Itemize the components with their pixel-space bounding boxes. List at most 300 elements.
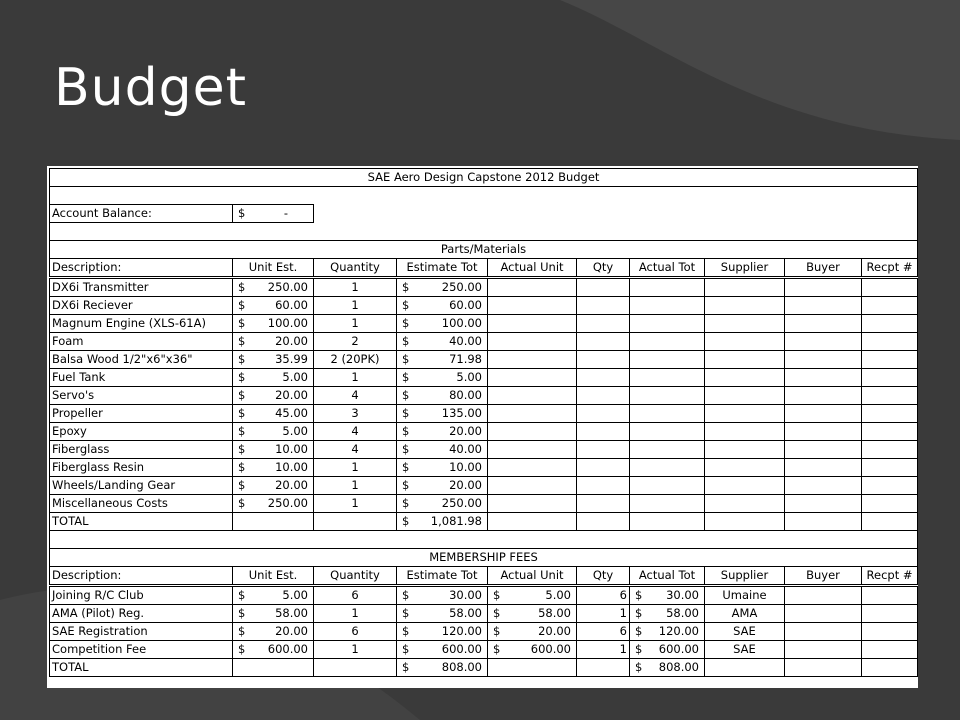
amount: 35.99: [275, 352, 308, 366]
amount: 60.00: [449, 298, 482, 312]
supplier-cell[interactable]: [705, 387, 785, 405]
estimate-tot-cell[interactable]: [397, 369, 488, 387]
actual-tot-cell[interactable]: [630, 387, 705, 405]
unit-est-cell[interactable]: [233, 441, 314, 459]
description-cell[interactable]: Fiberglass: [50, 441, 233, 459]
currency-symbol: $: [238, 298, 246, 312]
total-receipt-cell[interactable]: [862, 659, 918, 677]
amount: 20.00: [538, 624, 571, 638]
actual-unit-cell[interactable]: [488, 351, 577, 369]
amount: 600.00: [441, 642, 482, 656]
parts-header-7[interactable]: Supplier: [705, 259, 785, 278]
total-supplier-cell[interactable]: [705, 659, 785, 677]
quantity-cell[interactable]: 6: [314, 623, 397, 641]
supplier-cell[interactable]: [705, 423, 785, 441]
currency-symbol: $: [402, 660, 410, 674]
currency-symbol: $: [402, 606, 410, 620]
receipt-cell[interactable]: [862, 315, 918, 333]
receipt-cell[interactable]: [862, 387, 918, 405]
buyer-cell[interactable]: [785, 641, 862, 659]
currency-symbol: $: [238, 624, 246, 638]
total-estimate-cell[interactable]: [397, 513, 488, 531]
buyer-cell[interactable]: [785, 495, 862, 513]
sheet-title-row: [50, 169, 918, 187]
receipt-cell[interactable]: [862, 423, 918, 441]
supplier-cell[interactable]: [705, 351, 785, 369]
actual-qty-cell[interactable]: [577, 278, 630, 297]
estimate-tot-cell[interactable]: [397, 623, 488, 641]
actual-qty-cell[interactable]: [577, 351, 630, 369]
amount: 1,081.98: [430, 514, 482, 528]
actual-unit-cell[interactable]: [488, 369, 577, 387]
parts-header-4[interactable]: Actual Unit: [488, 259, 577, 278]
amount: 250.00: [267, 496, 308, 510]
parts-total-row: [50, 513, 918, 531]
unit-est-cell[interactable]: [233, 623, 314, 641]
actual-tot-cell[interactable]: [630, 441, 705, 459]
actual-unit-cell[interactable]: [488, 315, 577, 333]
unit-est-cell[interactable]: [233, 495, 314, 513]
actual-qty-cell[interactable]: 6: [577, 623, 630, 641]
actual-unit-cell[interactable]: [488, 333, 577, 351]
currency-symbol: $: [238, 370, 246, 384]
buyer-cell[interactable]: [785, 459, 862, 477]
amount: 71.98: [449, 352, 482, 366]
actual-tot-cell[interactable]: [630, 405, 705, 423]
total-unit-cell[interactable]: [233, 513, 314, 531]
parts-header-3[interactable]: Estimate Tot: [397, 259, 488, 278]
unit-est-cell[interactable]: [233, 605, 314, 623]
unit-est-cell[interactable]: [233, 423, 314, 441]
description-cell[interactable]: SAE Registration: [50, 623, 233, 641]
total-label[interactable]: TOTAL: [50, 659, 233, 677]
parts-header-1[interactable]: Unit Est.: [233, 259, 314, 278]
currency-symbol: $: [402, 496, 410, 510]
description-cell[interactable]: Fuel Tank: [50, 369, 233, 387]
amount: 100.00: [267, 316, 308, 330]
supplier-cell[interactable]: [705, 333, 785, 351]
buyer-cell[interactable]: [785, 297, 862, 315]
currency-symbol: $: [238, 334, 246, 348]
buyer-cell[interactable]: [785, 351, 862, 369]
total-estimate-cell[interactable]: [397, 659, 488, 677]
buyer-cell[interactable]: [785, 423, 862, 441]
currency-symbol: $: [238, 496, 246, 510]
description-cell[interactable]: Propeller: [50, 405, 233, 423]
actual-tot-cell[interactable]: [630, 586, 705, 605]
receipt-cell[interactable]: [862, 369, 918, 387]
description-cell[interactable]: Joining R/C Club: [50, 586, 233, 605]
actual-unit-cell[interactable]: [488, 297, 577, 315]
unit-est-cell[interactable]: [233, 278, 314, 297]
estimate-tot-cell[interactable]: [397, 405, 488, 423]
total-actual-tot-cell[interactable]: [630, 659, 705, 677]
estimate-tot-cell[interactable]: [397, 605, 488, 623]
actual-unit-cell[interactable]: [488, 278, 577, 297]
amount: -: [283, 206, 288, 220]
currency-symbol: $: [238, 280, 246, 294]
membership-header-7[interactable]: Supplier: [705, 567, 785, 586]
buyer-cell[interactable]: [785, 586, 862, 605]
parts-header-5[interactable]: Qty: [577, 259, 630, 278]
receipt-cell[interactable]: [862, 333, 918, 351]
quantity-cell[interactable]: 1: [314, 297, 397, 315]
currency-symbol: $: [238, 460, 246, 474]
actual-tot-cell[interactable]: [630, 369, 705, 387]
account-balance-label[interactable]: Account Balance:: [50, 205, 233, 223]
estimate-tot-cell[interactable]: [397, 459, 488, 477]
actual-unit-cell[interactable]: [488, 495, 577, 513]
actual-qty-cell[interactable]: [577, 387, 630, 405]
unit-est-cell[interactable]: [233, 351, 314, 369]
currency-symbol: $: [402, 406, 410, 420]
total-label[interactable]: TOTAL: [50, 513, 233, 531]
quantity-cell[interactable]: 1: [314, 605, 397, 623]
amount: 58.00: [275, 606, 308, 620]
currency-symbol: $: [635, 624, 643, 638]
blank-cell[interactable]: [50, 187, 918, 205]
actual-unit-cell[interactable]: [488, 459, 577, 477]
amount: 5.00: [545, 588, 571, 602]
estimate-tot-cell[interactable]: [397, 333, 488, 351]
estimate-tot-cell[interactable]: [397, 641, 488, 659]
blank-cell[interactable]: [50, 223, 918, 241]
unit-est-cell[interactable]: [233, 315, 314, 333]
total-supplier-cell[interactable]: [705, 513, 785, 531]
currency-symbol: $: [402, 334, 410, 348]
amount: 58.00: [449, 606, 482, 620]
quantity-cell[interactable]: 3: [314, 405, 397, 423]
actual-qty-cell[interactable]: 6: [577, 586, 630, 605]
actual-tot-cell[interactable]: [630, 351, 705, 369]
description-cell[interactable]: Fiberglass Resin: [50, 459, 233, 477]
buyer-cell[interactable]: [785, 369, 862, 387]
currency-symbol: $: [238, 206, 246, 220]
parts-table-row: [50, 441, 918, 459]
amount: 600.00: [267, 642, 308, 656]
amount: 20.00: [449, 424, 482, 438]
parts-table-row: [50, 333, 918, 351]
actual-tot-cell[interactable]: [630, 297, 705, 315]
receipt-cell[interactable]: [862, 351, 918, 369]
actual-tot-cell[interactable]: [630, 605, 705, 623]
receipt-cell[interactable]: [862, 278, 918, 297]
actual-unit-cell[interactable]: [488, 623, 577, 641]
buyer-cell[interactable]: [785, 405, 862, 423]
supplier-cell[interactable]: [705, 297, 785, 315]
actual-qty-cell[interactable]: [577, 297, 630, 315]
buyer-cell[interactable]: [785, 623, 862, 641]
amount: 808.00: [658, 660, 699, 674]
receipt-cell[interactable]: [862, 405, 918, 423]
parts-header-9[interactable]: Recpt #: [862, 259, 918, 278]
currency-symbol: $: [402, 370, 410, 384]
actual-tot-cell[interactable]: [630, 459, 705, 477]
description-cell[interactable]: Foam: [50, 333, 233, 351]
amount: 30.00: [666, 588, 699, 602]
membership-header-0[interactable]: Description:: [50, 567, 233, 586]
membership-header-row: [50, 567, 918, 586]
actual-unit-cell[interactable]: [488, 477, 577, 495]
amount: 58.00: [538, 606, 571, 620]
estimate-tot-cell[interactable]: [397, 351, 488, 369]
supplier-cell[interactable]: [705, 405, 785, 423]
currency-symbol: $: [635, 606, 643, 620]
actual-tot-cell[interactable]: [630, 333, 705, 351]
currency-symbol: $: [635, 588, 643, 602]
parts-header-0[interactable]: Description:: [50, 259, 233, 278]
parts-table-row: [50, 351, 918, 369]
membership-section-title[interactable]: MEMBERSHIP FEES: [50, 549, 918, 567]
parts-section-title-row: [50, 241, 918, 259]
parts-table-row: [50, 423, 918, 441]
actual-tot-cell[interactable]: [630, 278, 705, 297]
receipt-cell[interactable]: [862, 297, 918, 315]
supplier-cell[interactable]: [705, 369, 785, 387]
amount: 58.00: [666, 606, 699, 620]
membership-header-4[interactable]: Actual Unit: [488, 567, 577, 586]
quantity-cell[interactable]: 6: [314, 586, 397, 605]
currency-symbol: $: [238, 352, 246, 366]
estimate-tot-cell[interactable]: [397, 477, 488, 495]
supplier-cell[interactable]: [705, 477, 785, 495]
membership-header-1[interactable]: Unit Est.: [233, 567, 314, 586]
quantity-cell[interactable]: 1: [314, 369, 397, 387]
currency-symbol: $: [238, 588, 246, 602]
receipt-cell[interactable]: [862, 586, 918, 605]
currency-symbol: $: [238, 642, 246, 656]
estimate-tot-cell[interactable]: [397, 441, 488, 459]
receipt-cell[interactable]: [862, 641, 918, 659]
parts-header-8[interactable]: Buyer: [785, 259, 862, 278]
receipt-cell[interactable]: [862, 459, 918, 477]
description-cell[interactable]: DX6i Transmitter: [50, 278, 233, 297]
description-cell[interactable]: Balsa Wood 1/2"x6"x36": [50, 351, 233, 369]
currency-symbol: $: [402, 442, 410, 456]
actual-qty-cell[interactable]: 1: [577, 605, 630, 623]
actual-qty-cell[interactable]: [577, 405, 630, 423]
account-balance-row: [50, 205, 918, 223]
supplier-cell[interactable]: [705, 315, 785, 333]
buyer-cell[interactable]: [785, 441, 862, 459]
receipt-cell[interactable]: [862, 441, 918, 459]
description-cell[interactable]: AMA (Pilot) Reg.: [50, 605, 233, 623]
actual-tot-cell[interactable]: [630, 495, 705, 513]
estimate-tot-cell[interactable]: [397, 278, 488, 297]
receipt-cell[interactable]: [862, 477, 918, 495]
actual-qty-cell[interactable]: [577, 477, 630, 495]
actual-qty-cell[interactable]: 1: [577, 641, 630, 659]
actual-qty-cell[interactable]: [577, 423, 630, 441]
receipt-cell[interactable]: [862, 623, 918, 641]
total-qty-cell[interactable]: [314, 513, 397, 531]
total-actual-qty-cell[interactable]: [577, 513, 630, 531]
membership-total-row: [50, 659, 918, 677]
buyer-cell[interactable]: [785, 387, 862, 405]
estimate-tot-cell[interactable]: [397, 297, 488, 315]
unit-est-cell[interactable]: [233, 387, 314, 405]
currency-symbol: $: [238, 424, 246, 438]
description-cell[interactable]: Magnum Engine (XLS-61A): [50, 315, 233, 333]
quantity-cell[interactable]: 4: [314, 441, 397, 459]
currency-symbol: $: [402, 642, 410, 656]
actual-qty-cell[interactable]: [577, 315, 630, 333]
total-receipt-cell[interactable]: [862, 513, 918, 531]
parts-header-row: [50, 259, 918, 278]
description-cell[interactable]: Epoxy: [50, 423, 233, 441]
amount: 20.00: [275, 388, 308, 402]
actual-tot-cell[interactable]: [630, 423, 705, 441]
estimate-tot-cell[interactable]: [397, 495, 488, 513]
buyer-cell[interactable]: [785, 477, 862, 495]
description-cell[interactable]: Servo's: [50, 387, 233, 405]
buyer-cell[interactable]: [785, 605, 862, 623]
actual-unit-cell[interactable]: [488, 586, 577, 605]
blank-cell[interactable]: [50, 531, 918, 549]
unit-est-cell[interactable]: [233, 459, 314, 477]
receipt-cell[interactable]: [862, 605, 918, 623]
description-cell[interactable]: Competition Fee: [50, 641, 233, 659]
parts-section-title[interactable]: Parts/Materials: [50, 241, 918, 259]
supplier-cell[interactable]: AMA: [705, 605, 785, 623]
membership-header-8[interactable]: Buyer: [785, 567, 862, 586]
actual-qty-cell[interactable]: [577, 441, 630, 459]
blank-cell[interactable]: [314, 205, 918, 223]
budget-table: [49, 168, 918, 677]
amount: 120.00: [441, 624, 482, 638]
estimate-tot-cell[interactable]: [397, 315, 488, 333]
currency-symbol: $: [238, 316, 246, 330]
sheet-title[interactable]: SAE Aero Design Capstone 2012 Budget: [50, 169, 918, 187]
amount: 10.00: [275, 460, 308, 474]
membership-header-9[interactable]: Recpt #: [862, 567, 918, 586]
actual-tot-cell[interactable]: [630, 315, 705, 333]
actual-unit-cell[interactable]: [488, 405, 577, 423]
estimate-tot-cell[interactable]: [397, 387, 488, 405]
amount: 5.00: [282, 370, 308, 384]
amount: 10.00: [449, 460, 482, 474]
parts-table-row: [50, 387, 918, 405]
parts-header-6[interactable]: Actual Tot: [630, 259, 705, 278]
currency-symbol: $: [402, 588, 410, 602]
total-buyer-cell[interactable]: [785, 513, 862, 531]
description-cell[interactable]: DX6i Reciever: [50, 297, 233, 315]
unit-est-cell[interactable]: [233, 586, 314, 605]
receipt-cell[interactable]: [862, 495, 918, 513]
quantity-cell[interactable]: 1: [314, 477, 397, 495]
actual-unit-cell[interactable]: [488, 641, 577, 659]
unit-est-cell[interactable]: [233, 297, 314, 315]
quantity-cell[interactable]: 1: [314, 641, 397, 659]
supplier-cell[interactable]: [705, 459, 785, 477]
estimate-tot-cell[interactable]: [397, 423, 488, 441]
supplier-cell[interactable]: SAE: [705, 641, 785, 659]
actual-tot-cell[interactable]: [630, 641, 705, 659]
currency-symbol: $: [238, 406, 246, 420]
quantity-cell[interactable]: 2: [314, 333, 397, 351]
amount: 20.00: [275, 624, 308, 638]
amount: 80.00: [449, 388, 482, 402]
unit-est-cell[interactable]: [233, 369, 314, 387]
total-actual-unit-cell[interactable]: [488, 659, 577, 677]
quantity-cell[interactable]: 1: [314, 459, 397, 477]
currency-symbol: $: [402, 478, 410, 492]
buyer-cell[interactable]: [785, 333, 862, 351]
description-cell[interactable]: Miscellaneous Costs: [50, 495, 233, 513]
amount: 600.00: [530, 642, 571, 656]
supplier-cell[interactable]: [705, 278, 785, 297]
amount: 40.00: [449, 442, 482, 456]
amount: 5.00: [456, 370, 482, 384]
total-buyer-cell[interactable]: [785, 659, 862, 677]
amount: 250.00: [441, 496, 482, 510]
parts-table-row: [50, 495, 918, 513]
currency-symbol: $: [238, 442, 246, 456]
account-balance-value[interactable]: [233, 205, 314, 223]
actual-tot-cell[interactable]: [630, 623, 705, 641]
description-cell[interactable]: Wheels/Landing Gear: [50, 477, 233, 495]
total-actual-unit-cell[interactable]: [488, 513, 577, 531]
quantity-cell[interactable]: 1: [314, 315, 397, 333]
unit-est-cell[interactable]: [233, 641, 314, 659]
membership-header-5[interactable]: Qty: [577, 567, 630, 586]
supplier-cell[interactable]: SAE: [705, 623, 785, 641]
quantity-cell[interactable]: 4: [314, 423, 397, 441]
actual-qty-cell[interactable]: [577, 333, 630, 351]
amount: 20.00: [275, 334, 308, 348]
actual-unit-cell[interactable]: [488, 387, 577, 405]
buyer-cell[interactable]: [785, 278, 862, 297]
actual-qty-cell[interactable]: [577, 459, 630, 477]
unit-est-cell[interactable]: [233, 477, 314, 495]
currency-symbol: $: [402, 624, 410, 638]
membership-header-2[interactable]: Quantity: [314, 567, 397, 586]
currency-symbol: $: [635, 660, 643, 674]
supplier-cell[interactable]: [705, 495, 785, 513]
currency-symbol: $: [238, 606, 246, 620]
total-actual-qty-cell[interactable]: [577, 659, 630, 677]
membership-header-6[interactable]: Actual Tot: [630, 567, 705, 586]
buyer-cell[interactable]: [785, 315, 862, 333]
actual-tot-cell[interactable]: [630, 477, 705, 495]
quantity-cell[interactable]: 1: [314, 278, 397, 297]
unit-est-cell[interactable]: [233, 333, 314, 351]
amount: 600.00: [658, 642, 699, 656]
supplier-cell[interactable]: [705, 441, 785, 459]
currency-symbol: $: [493, 588, 501, 602]
quantity-cell[interactable]: 1: [314, 495, 397, 513]
total-actual-tot-cell[interactable]: [630, 513, 705, 531]
parts-table-row: [50, 278, 918, 297]
supplier-cell[interactable]: Umaine: [705, 586, 785, 605]
actual-qty-cell[interactable]: [577, 495, 630, 513]
quantity-cell[interactable]: 4: [314, 387, 397, 405]
actual-unit-cell[interactable]: [488, 441, 577, 459]
actual-qty-cell[interactable]: [577, 369, 630, 387]
membership-header-3[interactable]: Estimate Tot: [397, 567, 488, 586]
total-qty-cell[interactable]: [314, 659, 397, 677]
estimate-tot-cell[interactable]: [397, 586, 488, 605]
total-unit-cell[interactable]: [233, 659, 314, 677]
amount: 45.00: [275, 406, 308, 420]
membership-section-title-row: [50, 549, 918, 567]
actual-unit-cell[interactable]: [488, 605, 577, 623]
quantity-cell[interactable]: 2 (20PK): [314, 351, 397, 369]
parts-header-2[interactable]: Quantity: [314, 259, 397, 278]
actual-unit-cell[interactable]: [488, 423, 577, 441]
unit-est-cell[interactable]: [233, 405, 314, 423]
amount: 20.00: [449, 478, 482, 492]
